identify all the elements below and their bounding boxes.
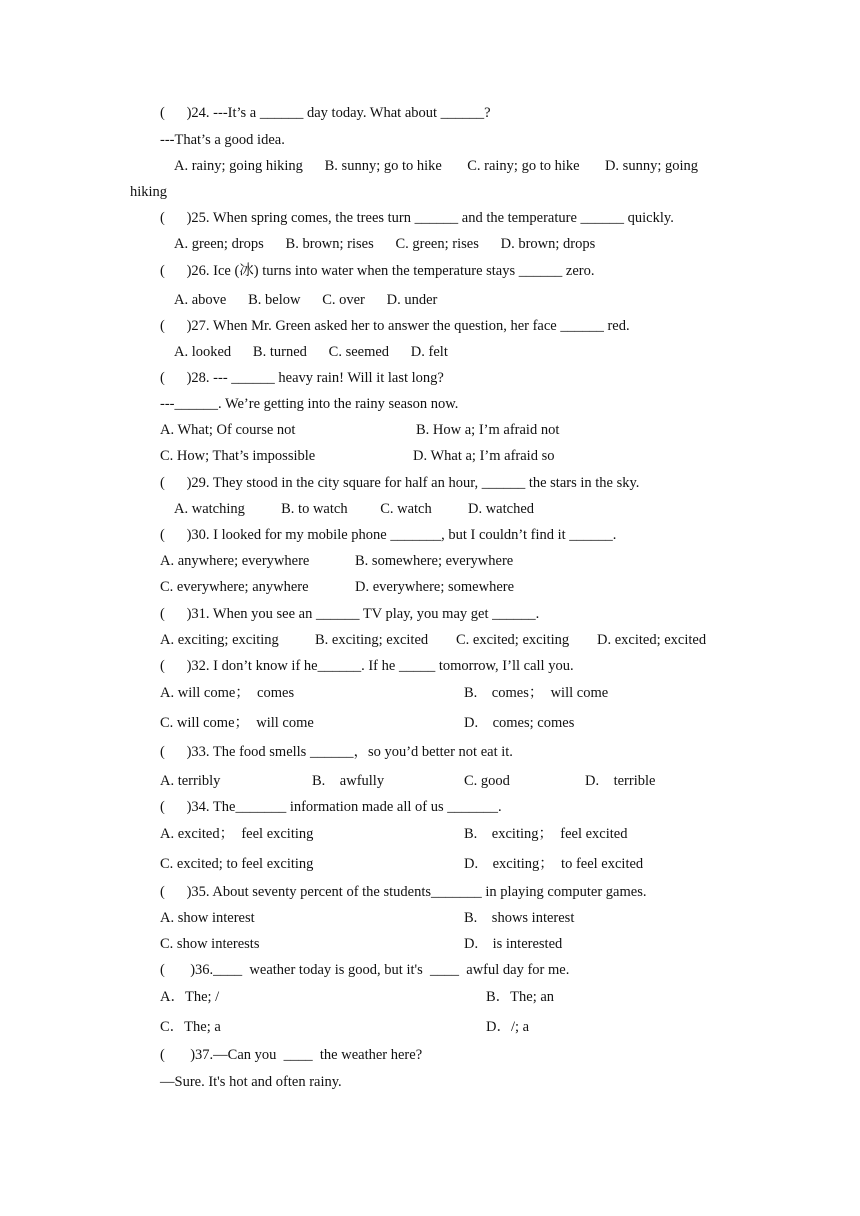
question-30-option-d: D. everywhere; somewhere <box>355 579 515 595</box>
question-30-option-c: C. everywhere; anywhere <box>160 579 309 595</box>
question-28-option-a: A. What; Of course not <box>160 422 296 438</box>
question-31-option-c: C. excited; exciting <box>456 632 570 648</box>
question-34-stem: ( )34. The_______ information made all of us _______. <box>160 799 502 815</box>
question-35-option-c: C. show interests <box>160 936 260 952</box>
question-30-option-b: B. somewhere; everywhere <box>355 553 514 569</box>
question-36-stem: ( )36.____ weather today is good, but it's ____ awful day for me. <box>160 962 570 978</box>
question-33-option-b: B. awfully <box>312 773 385 789</box>
question-25-stem: ( )25. When spring comes, the trees turn ______ and the temperature ______ quickly. <box>160 210 674 226</box>
question-24-stem: ( )24. ---It’s a ______ day today. What about ______? <box>160 105 491 121</box>
question-35-option-b: B. shows interest <box>464 910 575 926</box>
question-31-option-a: A. exciting; exciting <box>160 632 279 648</box>
question-35-stem: ( )35. About seventy percent of the students_______ in playing computer games. <box>160 884 647 900</box>
question-24-options-wrap: hiking <box>130 184 168 200</box>
question-24-reply: ---That’s a good idea. <box>160 132 285 148</box>
question-32-option-c: C. will come； will come <box>160 715 314 731</box>
question-33-option-c: C. good <box>464 773 510 789</box>
question-36-option-a: A．The; / <box>160 989 220 1005</box>
question-28-option-d: D. What a; I’m afraid so <box>413 448 555 464</box>
question-26-options: A. above B. below C. over D. under <box>174 292 438 308</box>
question-35-option-a: A. show interest <box>160 910 255 926</box>
question-36-option-b: B．The; an <box>486 989 555 1005</box>
question-26-stem: ( )26. Ice (冰) turns into water when the temperature stays ______ zero. <box>160 263 595 279</box>
question-30-option-a: A. anywhere; everywhere <box>160 553 310 569</box>
question-30-stem: ( )30. I looked for my mobile phone _______, but I couldn’t find it ______. <box>160 527 617 543</box>
question-33-stem: ( )33. The food smells ______，so you’d better not eat it. <box>160 744 513 760</box>
question-25-options: A. green; drops B. brown; rises C. green; rises D. brown; drops <box>174 236 596 252</box>
question-36-option-c: C．The; a <box>160 1019 221 1035</box>
question-28-stem: ( )28. --- ______ heavy rain! Will it last long? <box>160 370 444 386</box>
question-32-option-b: B. comes； will come <box>464 685 609 701</box>
question-33-option-d: D. terrible <box>585 773 656 789</box>
question-31-option-b: B. exciting; excited <box>315 632 429 648</box>
question-37-reply: —Sure. It's hot and often rainy. <box>160 1074 342 1090</box>
question-29-options: A. watching B. to watch C. watch D. watched <box>174 501 535 517</box>
question-29-stem: ( )29. They stood in the city square for half an hour, ______ the stars in the sky. <box>160 475 640 491</box>
question-32-stem: ( )32. I don’t know if he______. If he _____ tomorrow, I’ll call you. <box>160 658 574 674</box>
question-35-option-d: D. is interested <box>464 936 563 952</box>
question-31-stem: ( )31. When you see an ______ TV play, you may get ______. <box>160 606 540 622</box>
question-34-option-a: A. excited； feel exciting <box>160 826 314 842</box>
question-34-option-c: C. excited; to feel exciting <box>160 856 314 872</box>
question-36-option-d: D．/; a <box>486 1019 530 1035</box>
question-27-options: A. looked B. turned C. seemed D. felt <box>174 344 448 360</box>
question-34-option-d: D. exciting； to feel excited <box>464 856 644 872</box>
question-28-option-b: B. How a; I’m afraid not <box>416 422 560 438</box>
question-31-option-d: D. excited; excited <box>597 632 707 648</box>
question-28-reply: ---______. We’re getting into the rainy season now. <box>160 396 459 412</box>
question-34-option-b: B. exciting； feel excited <box>464 826 628 842</box>
question-37-stem: ( )37.—Can you ____ the weather here? <box>160 1047 423 1063</box>
question-32-option-d: D. comes; comes <box>464 715 575 731</box>
question-33-option-a: A. terribly <box>160 773 221 789</box>
question-24-options: A. rainy; going hiking B. sunny; go to hike C. rainy; go to hike D. sunny; going <box>174 158 698 174</box>
question-28-option-c: C. How; That’s impossible <box>160 448 316 464</box>
question-27-stem: ( )27. When Mr. Green asked her to answer the question, her face ______ red. <box>160 318 630 334</box>
question-32-option-a: A. will come； comes <box>160 685 295 701</box>
